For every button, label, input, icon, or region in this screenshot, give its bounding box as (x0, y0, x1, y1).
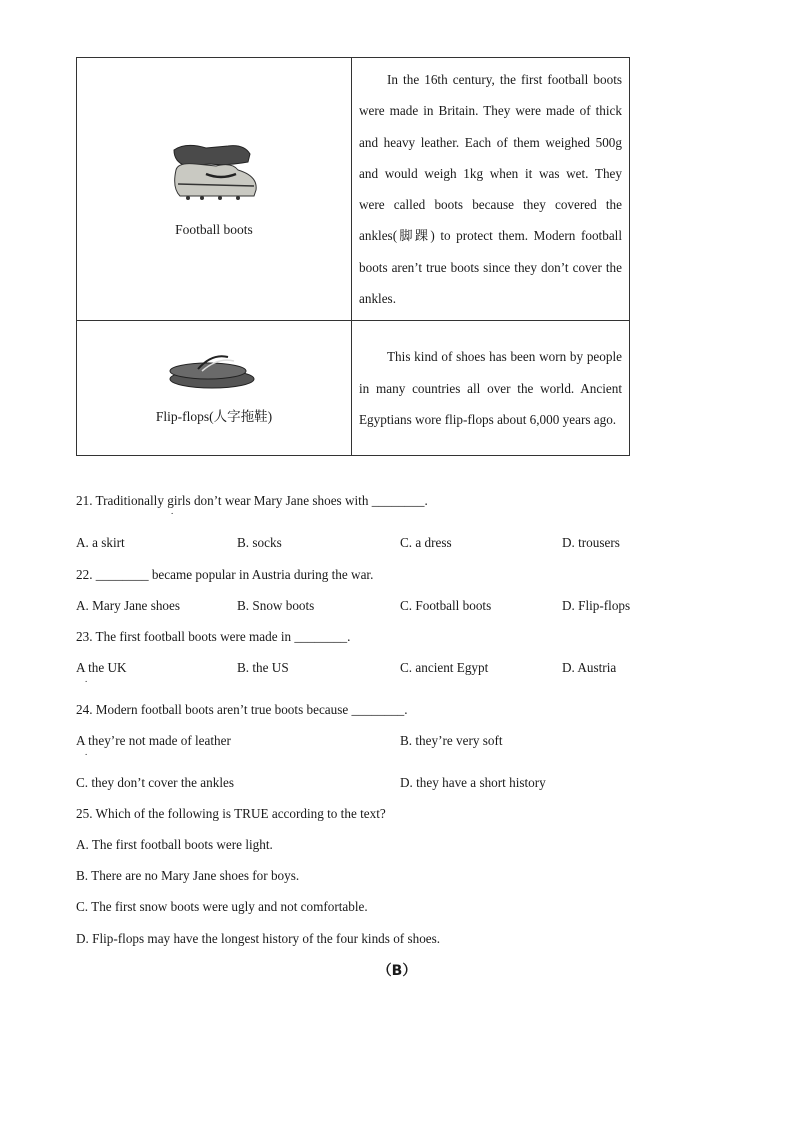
section-label: （B） (377, 963, 417, 979)
option-b: B. they’re very soft (400, 733, 503, 748)
option-c: C. they don’t cover the ankles (76, 775, 234, 790)
table-row (77, 321, 630, 456)
option-d: D. trousers (562, 535, 620, 550)
image-caption: Football boots (175, 222, 253, 238)
option-b: B. the US (237, 660, 289, 675)
option-c: C. a dress (400, 535, 452, 550)
option-d: D. Flip-flops (562, 598, 631, 613)
option-b: B. There are no Mary Jane shoes for boys. (76, 868, 300, 883)
option-b: B. socks (237, 535, 282, 550)
option-a: A. Mary Jane shoes (76, 598, 181, 613)
image-caption: Flip-flops(人字拖鞋) (155, 409, 273, 425)
question-stem: 24. Modern football boots aren’t true boots because ________. (76, 702, 408, 717)
question-stem: 25. Which of the following is TRUE according to the text? (76, 806, 386, 821)
flip-flops-image (168, 351, 260, 391)
option-c: C. Football boots (400, 598, 492, 613)
question-stem: 22. ________ became popular in Austria during the war. (76, 567, 374, 582)
shoe-info-table (76, 57, 630, 456)
option-c: C. ancient Egypt (400, 660, 489, 675)
option-b: B. Snow boots (237, 598, 315, 613)
option-a: A they’re not made of leather (76, 733, 231, 748)
option-a: A. a skirt (76, 535, 125, 550)
option-a: A. The first football boots were light. (76, 837, 273, 852)
question-stem: 21. Traditionally girls don’t wear Mary Jane shoes with ________. (76, 493, 428, 508)
option-a: A the UK (76, 660, 127, 675)
table-row (77, 58, 630, 321)
description-text: In the 16th century, the first football boots were made in Britain. They were made of thick and heavy leather. Each of them weighed 500g and would weigh 1kg when it was wet. They were called boots because they covered the ankles(脚踝) to protect them. Modern football boots aren’t true boots since they don’t cover the ankles. (359, 72, 622, 307)
description-cell (352, 58, 630, 321)
option-d: D. Austria (562, 660, 617, 675)
option-d: D. Flip-flops may have the longest history of the four kinds of shoes. (76, 931, 441, 946)
option-d: D. they have a short history (400, 775, 546, 790)
dot-mark: . (85, 747, 88, 757)
dot-mark: . (85, 674, 88, 684)
question-stem: 23. The first football boots were made in ________. (76, 629, 351, 644)
option-c: C. The first snow boots were ugly and not comfortable. (76, 899, 368, 914)
description-cell (352, 321, 630, 456)
image-cell (77, 58, 352, 321)
dot-mark: . (171, 506, 174, 516)
football-boots-image (166, 140, 262, 204)
image-cell (77, 321, 352, 456)
description-text: This kind of shoes has been worn by people in many countries all over the world. Ancient Egyptians wore flip-flops about 6,000 years ago. (359, 349, 622, 428)
